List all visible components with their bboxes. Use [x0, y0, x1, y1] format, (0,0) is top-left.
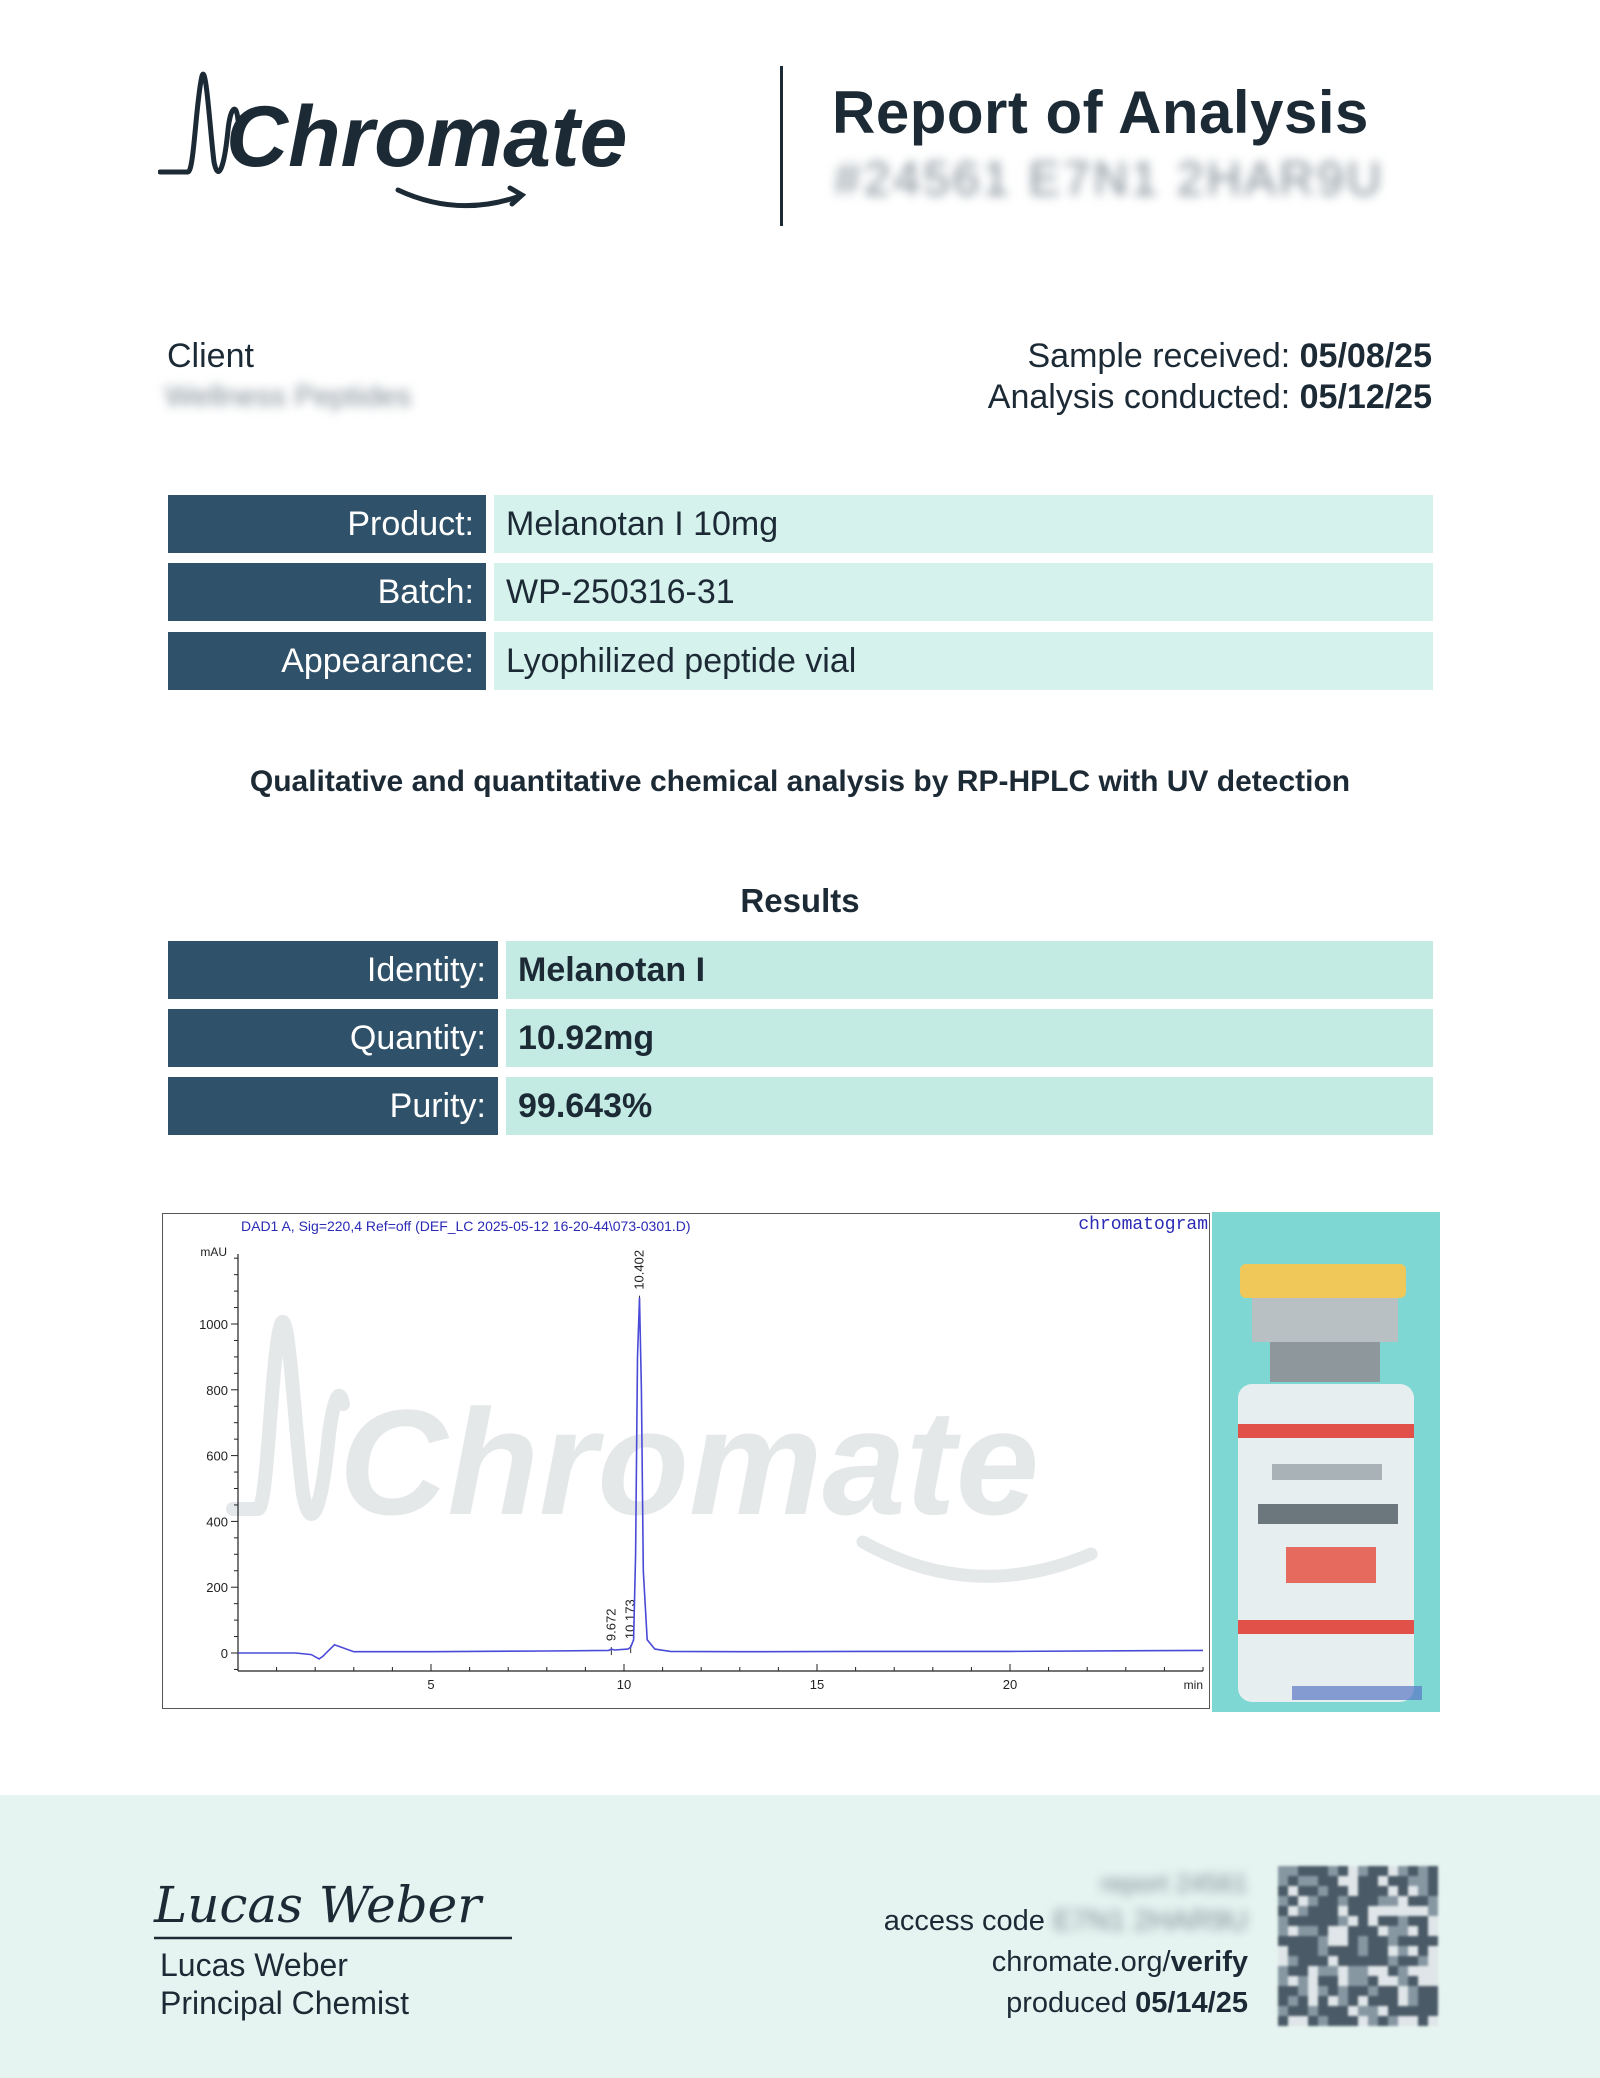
x-tick-label: 20: [1002, 1677, 1018, 1692]
chart-title: DAD1 A, Sig=220,4 Ref=off (DEF_LC 2025-05-12 16-20-44\073-0301.D): [241, 1218, 691, 1234]
appearance-row: [168, 632, 1433, 690]
access-code-value: E7N1 2HAR9U: [1052, 1905, 1248, 1937]
chromatogram-chart: [163, 1214, 1211, 1710]
peak-label: 10.173: [622, 1599, 638, 1640]
access-code-line: [884, 1905, 1248, 1938]
analysis-conducted: [988, 378, 1432, 417]
y-tick-label: 600: [206, 1448, 228, 1464]
product-value: Melanotan I 10mg: [494, 495, 1433, 553]
purity-value: 99.643%: [506, 1077, 1433, 1135]
purity-row: [168, 1077, 1433, 1135]
quantity-row: [168, 1009, 1433, 1067]
y-tick-label: 200: [206, 1580, 228, 1596]
report-title: Report of Analysis: [832, 79, 1369, 146]
client-name: Wellness Peptides: [165, 380, 412, 413]
access-code-label: access code: [883, 1905, 1053, 1937]
x-tick-label: 15: [809, 1677, 825, 1692]
identity-key: Identity:: [168, 941, 498, 999]
batch-value: WP-250316-31: [494, 563, 1433, 621]
y-axis-label: mAU: [200, 1245, 227, 1259]
x-axis-label: min: [1183, 1678, 1203, 1692]
quantity-key: Quantity:: [168, 1009, 498, 1067]
sample-received-label: Sample received:: [1027, 337, 1300, 375]
x-tick-label: 5: [427, 1677, 435, 1692]
chemist-title: Principal Chemist: [160, 1985, 409, 2021]
report-code: report 24561: [1100, 1868, 1248, 1898]
identity-value: Melanotan I: [506, 941, 1433, 999]
produced-line: [1006, 1987, 1248, 2020]
results-title: Results: [740, 882, 860, 919]
y-tick-label: 0: [220, 1646, 228, 1661]
product-vial-photo: [1212, 1212, 1440, 1712]
y-tick-label: 800: [206, 1382, 228, 1398]
client-label: Client: [167, 337, 254, 375]
peak-label: 10.402: [631, 1249, 647, 1290]
produced-label: produced: [1006, 1987, 1136, 2019]
peak-label: 9.672: [603, 1608, 619, 1642]
watermark-text: Chromate: [339, 1378, 1040, 1546]
y-tick-label: 1000: [199, 1317, 228, 1332]
chart-corner-label: chromatogram: [1078, 1215, 1208, 1235]
analysis-conducted-label: Analysis conducted:: [987, 378, 1300, 416]
sample-received: [1028, 337, 1433, 376]
analysis-conducted-date: 05/12/25: [1299, 378, 1432, 416]
sample-received-date: 05/08/25: [1299, 337, 1432, 375]
header-divider: [780, 66, 783, 226]
appearance-key: Appearance:: [168, 632, 486, 690]
x-tick-label: 10: [616, 1677, 632, 1692]
batch-key: Batch:: [168, 563, 486, 621]
chromate-watermark: [233, 1322, 1091, 1576]
chromatogram-panel: [162, 1213, 1210, 1709]
quantity-value: 10.92mg: [506, 1009, 1433, 1067]
product-row: [168, 495, 1433, 553]
batch-row: [168, 563, 1433, 621]
qr-code[interactable]: [1278, 1866, 1438, 2026]
produced-date: 05/14/25: [1135, 1987, 1248, 2019]
verify-link[interactable]: [992, 1946, 1248, 1979]
logo-wordmark: Chromate: [226, 89, 628, 185]
verify-link-bold: verify: [1170, 1946, 1248, 1978]
report-id: #24561 E7N1 2HAR9U: [834, 153, 1385, 206]
y-tick-label: 400: [206, 1514, 228, 1530]
purity-key: Purity:: [168, 1077, 498, 1135]
chemist-name: Lucas Weber: [160, 1947, 348, 1983]
method-description: Qualitative and quantitative chemical analysis by RP-HPLC with UV detection: [249, 765, 1351, 798]
appearance-value: Lyophilized peptide vial: [494, 632, 1433, 690]
product-key: Product:: [168, 495, 486, 553]
signature-script: Lucas Weber: [154, 1876, 482, 1934]
identity-row: [168, 941, 1433, 999]
chromate-logo: [158, 70, 628, 220]
verify-link-prefix: chromate.org/: [991, 1946, 1171, 1978]
signature-image: [150, 1868, 520, 1944]
